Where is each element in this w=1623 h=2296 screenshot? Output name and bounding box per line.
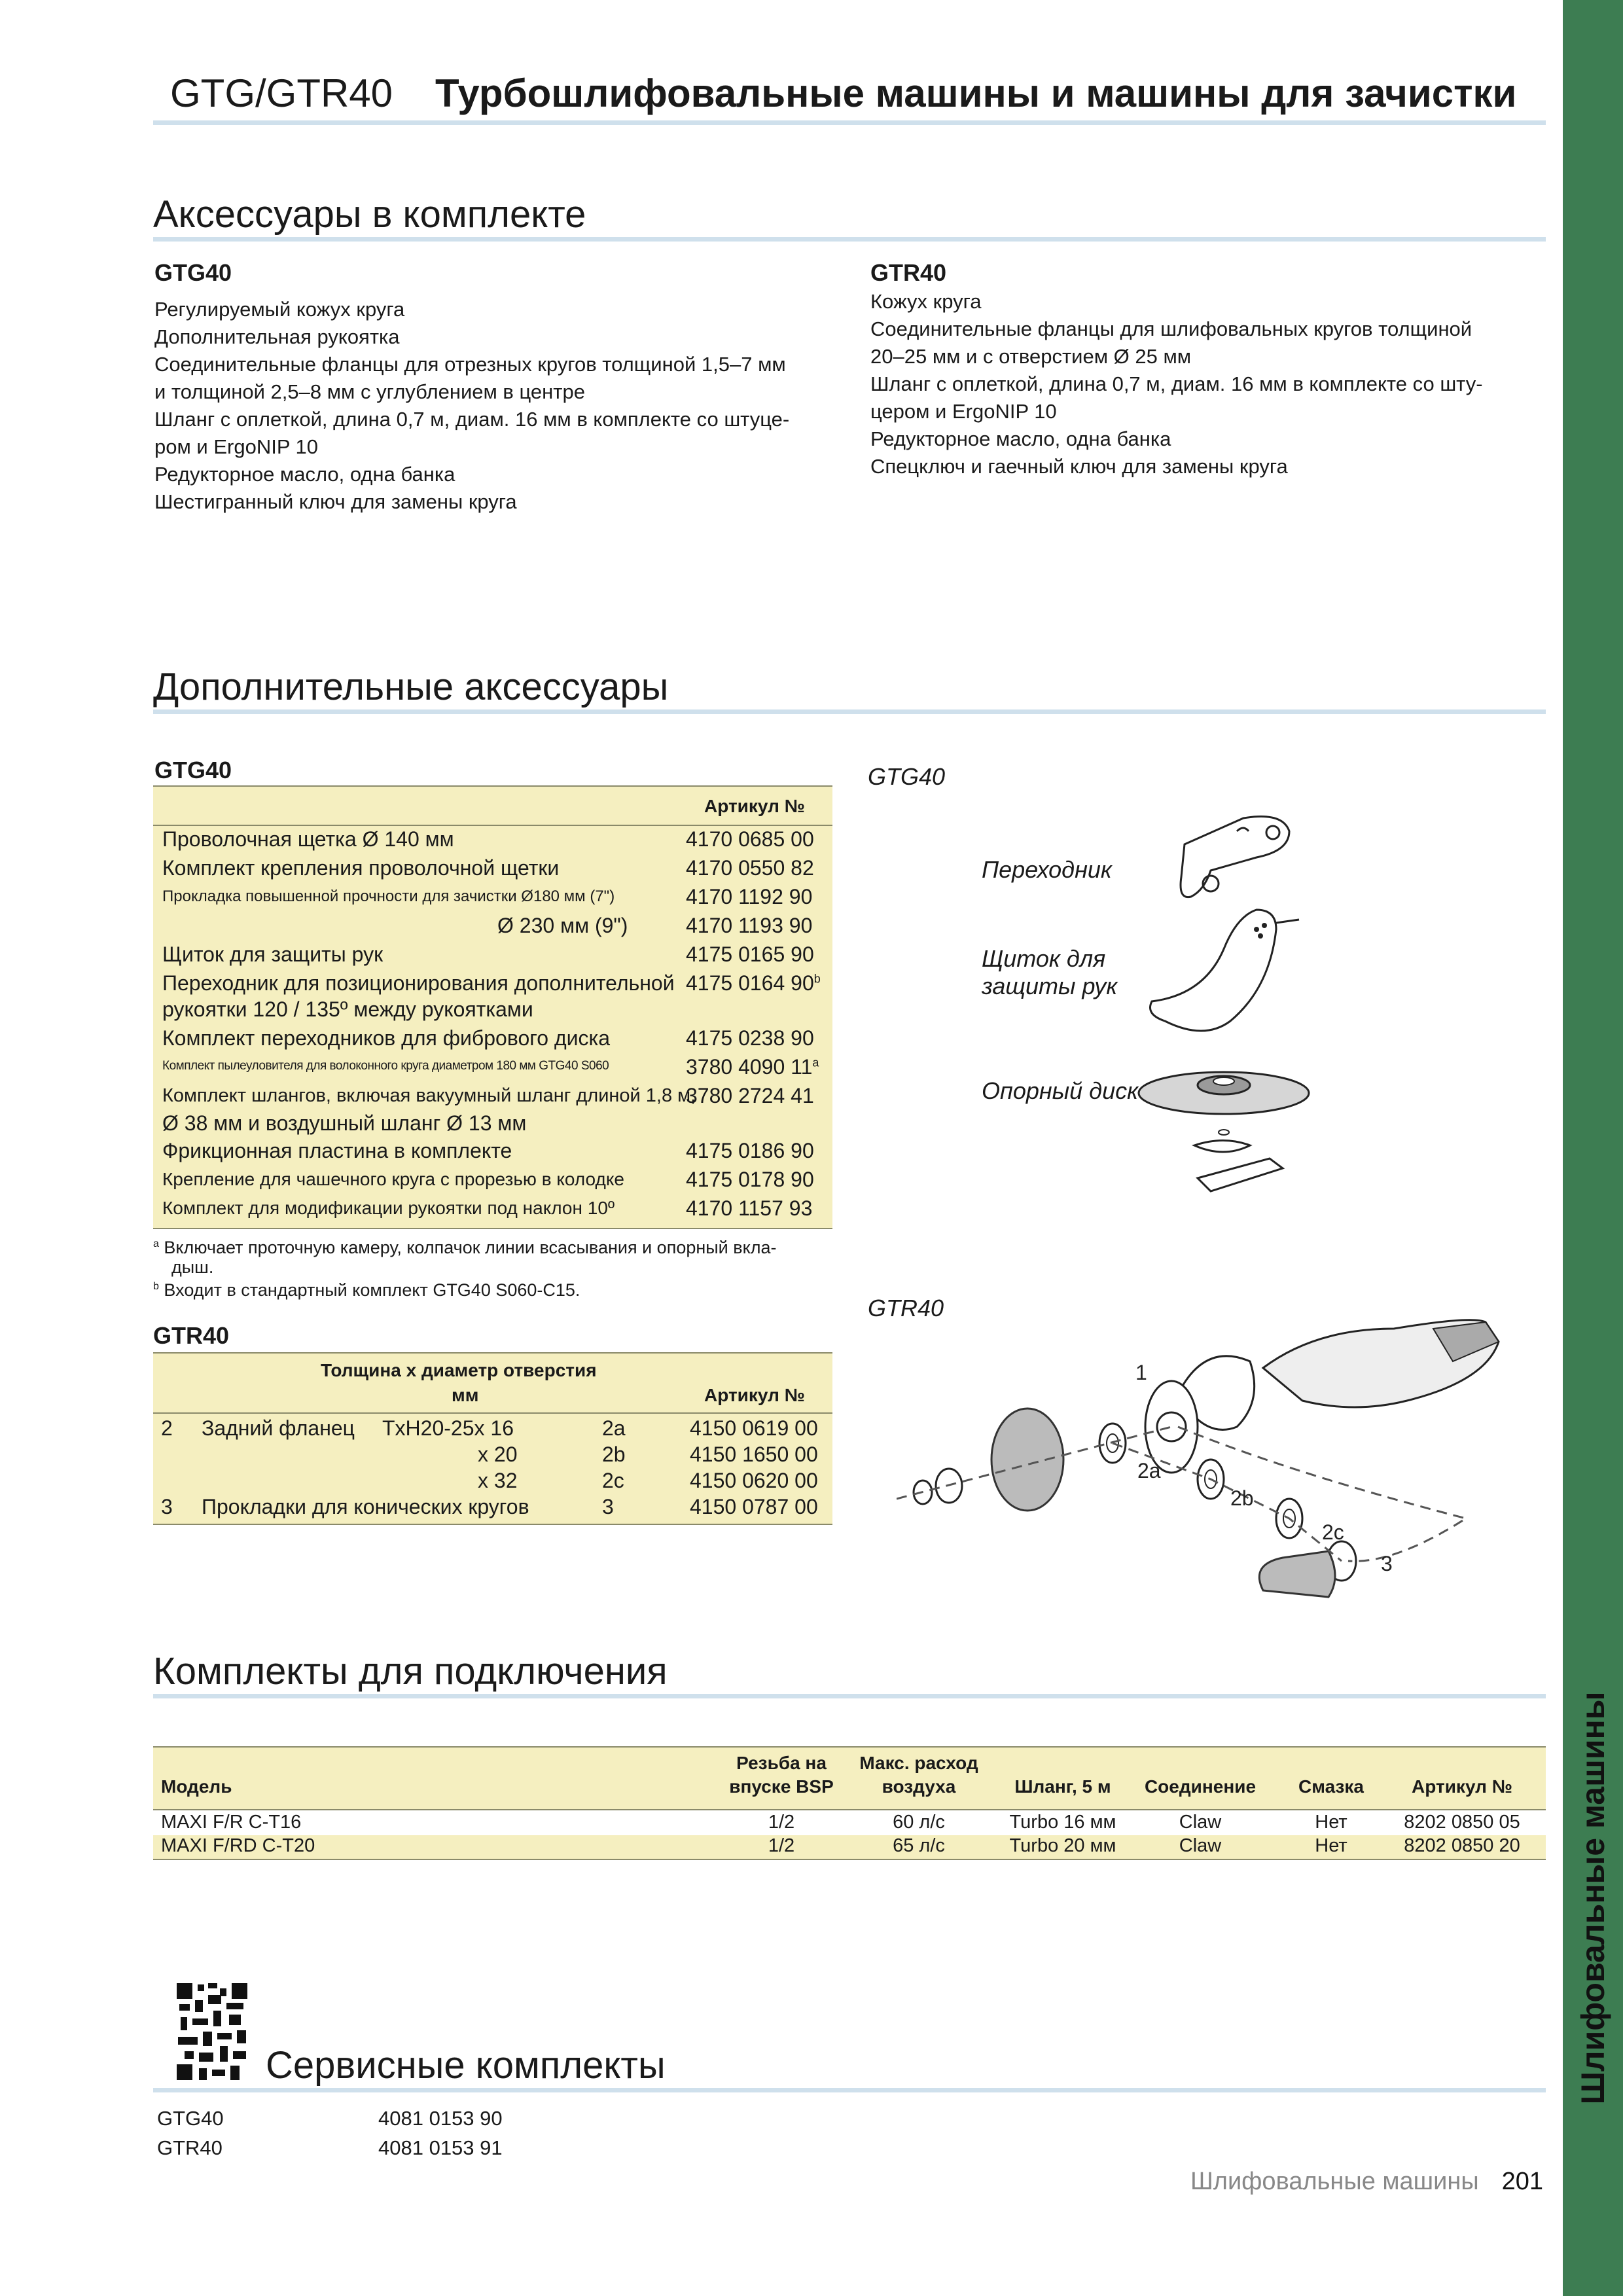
list-item: Шланг с оплеткой, длина 0,7 м, диам. 16 мм в комплекте со шту- xyxy=(870,372,1483,395)
figure-gtg-title: GTG40 xyxy=(868,763,946,790)
row-description: Ø 230 мм (9") xyxy=(497,914,628,937)
table-row xyxy=(153,1495,832,1521)
included-gtr-list xyxy=(870,288,1483,480)
qr-code-icon xyxy=(174,1981,250,2083)
footnote-text: дыш. xyxy=(171,1257,214,1277)
table-row xyxy=(153,827,832,856)
service-model: GTG40 xyxy=(157,2107,224,2130)
row-description: Комплект шлангов, включая вакуумный шланг длиной 1,8 м, xyxy=(162,1085,696,1106)
footnote-text: Входит в стандартный комплект GTG40 S060-C15. xyxy=(164,1280,580,1300)
footnotes xyxy=(153,1234,776,1300)
gtg-table-title: GTG40 xyxy=(154,757,232,783)
row-article: 3780 2724 41 xyxy=(686,1084,814,1107)
column-header-article: Артикул № xyxy=(704,796,805,816)
table-row xyxy=(153,942,832,971)
table-row xyxy=(153,971,832,1026)
table-row xyxy=(153,914,832,942)
row-coupling: Claw xyxy=(1179,1812,1222,1833)
row-article: 4150 0787 00 xyxy=(690,1495,818,1518)
part-number-label: 2c xyxy=(1322,1520,1344,1544)
table-row xyxy=(153,1469,832,1495)
row-name: Задний фланец xyxy=(202,1416,355,1440)
row-article: 4150 0619 00 xyxy=(690,1416,818,1440)
row-size: TxH20-25x 16 xyxy=(382,1416,514,1440)
service-rule xyxy=(153,2088,1546,2092)
table-row xyxy=(153,1443,832,1469)
column-header-article: Артикул № xyxy=(704,1385,805,1405)
optional-heading: Дополнительные аксессуары xyxy=(153,666,669,708)
header-title: Турбошлифовальные машины и машины для зачистки xyxy=(435,71,1517,115)
column-header-coupling: Соединение xyxy=(1144,1776,1257,1797)
service-article: 4081 0153 91 xyxy=(378,2136,503,2159)
row-description-line2: Ø 38 мм и воздушный шланг Ø 13 мм xyxy=(162,1111,527,1135)
column-header-thread-2: впуске BSP xyxy=(729,1776,834,1797)
row-code: 2a xyxy=(602,1416,626,1440)
figure-label-adapter: Переходник xyxy=(982,856,1112,883)
row-article: 4170 0550 82 xyxy=(686,856,814,880)
row-article: 4170 1193 90 xyxy=(686,914,813,937)
part-number-label: 2b xyxy=(1230,1486,1254,1510)
footnote-mark: a xyxy=(153,1238,159,1249)
row-position: 3 xyxy=(161,1495,173,1518)
connection-rule xyxy=(153,1694,1546,1698)
gtr-accessories-table xyxy=(153,1352,832,1525)
row-article: 8202 0850 05 xyxy=(1404,1812,1520,1833)
list-item: Соединительные фланцы для отрезных кругов толщиной 1,5–7 мм xyxy=(154,353,786,376)
figure-label-guard: Щиток для xyxy=(982,945,1106,972)
table-divider xyxy=(153,1412,832,1414)
row-model: MAXI F/R C-T16 xyxy=(161,1812,302,1833)
row-description: Фрикционная пластина в комплекте xyxy=(162,1139,512,1162)
sidebar-label: Шлифовальные машины xyxy=(1575,1691,1611,2105)
part-number-label: 2a xyxy=(1137,1459,1161,1482)
row-thread: 1/2 xyxy=(768,1835,795,1856)
list-item: Редукторное масло, одна банка xyxy=(870,427,1171,450)
table-row xyxy=(153,1139,832,1168)
row-article: 4150 0620 00 xyxy=(690,1469,818,1492)
row-size: x 32 xyxy=(478,1469,518,1492)
column-header-unit: мм xyxy=(452,1385,479,1405)
header-model: GTG/GTR40 xyxy=(170,71,393,115)
list-item: и толщиной 2,5–8 мм с углублением в центре xyxy=(154,380,585,403)
list-item: Соединительные фланцы для шлифовальных кругов толщиной xyxy=(870,317,1472,340)
column-header-model: Модель xyxy=(161,1776,232,1797)
table-row xyxy=(153,1812,1546,1835)
row-description: Комплект пылеуловителя для волоконного круга диаметром 180 мм GTG40 S060 xyxy=(162,1059,609,1073)
included-gtr-title: GTR40 xyxy=(870,259,947,286)
row-description: Комплект для модификации рукоятки под наклон 10º xyxy=(162,1198,615,1218)
page-number: 201 xyxy=(1501,2168,1543,2195)
row-code: 2b xyxy=(602,1443,626,1466)
row-air: 60 л/с xyxy=(893,1812,945,1833)
list-item: Дополнительная рукоятка xyxy=(154,325,400,348)
row-description: Комплект крепления проволочной щетки xyxy=(162,856,560,880)
column-header-lube: Смазка xyxy=(1298,1776,1364,1797)
connection-heading: Комплекты для подключения xyxy=(153,1650,668,1693)
row-thread: 1/2 xyxy=(768,1812,795,1833)
row-coupling: Claw xyxy=(1179,1835,1222,1856)
row-hose: Turbo 16 мм xyxy=(1009,1812,1116,1833)
row-description: Крепление для чашечного круга с прорезью в колодке xyxy=(162,1169,624,1189)
row-code: 2c xyxy=(602,1469,624,1492)
service-model: GTR40 xyxy=(157,2136,223,2159)
row-article: 4150 1650 00 xyxy=(690,1443,818,1466)
list-item: Редукторное масло, одна банка xyxy=(154,463,455,486)
table-row xyxy=(153,1196,832,1225)
row-hose: Turbo 20 мм xyxy=(1009,1835,1116,1856)
page-footer xyxy=(1190,2168,1543,2196)
row-description: Проволочная щетка Ø 140 мм xyxy=(162,827,454,851)
table-divider xyxy=(153,1809,1546,1810)
column-header-article: Артикул № xyxy=(1412,1776,1512,1797)
column-header-air-2: воздуха xyxy=(882,1776,956,1797)
table-row xyxy=(153,1835,1546,1859)
footnote-mark: b xyxy=(153,1281,159,1292)
list-item: Спецключ и гаечный ключ для замены круга xyxy=(870,455,1288,478)
table-row xyxy=(153,1168,832,1196)
gtr-exploded-view-illustration xyxy=(897,1302,1518,1617)
included-gtg-list xyxy=(154,296,789,516)
footnote-text: Включает проточную камеру, колпачок линии всасывания и опорный вкла- xyxy=(164,1238,777,1257)
row-article: 4170 1157 93 xyxy=(686,1196,813,1220)
table-row xyxy=(153,856,832,885)
table-row xyxy=(153,1026,832,1055)
row-description-line2: рукоятки 120 / 135º между рукоятками xyxy=(162,997,533,1021)
figure-gtr-title: GTR40 xyxy=(868,1295,944,1321)
column-header-hose: Шланг, 5 м xyxy=(1014,1776,1111,1797)
list-item: Регулируемый кожух круга xyxy=(154,298,405,321)
list-item: Шланг с оплеткой, длина 0,7 м, диам. 16 мм в комплекте со штуце- xyxy=(154,408,790,431)
row-description: Щиток для защиты рук xyxy=(162,942,383,966)
gtg-accessories-table xyxy=(153,785,832,1229)
column-header-air: Макс. расход xyxy=(859,1753,978,1773)
row-description: Прокладка повышенной прочности для зачистки Ø180 мм (7") xyxy=(162,888,615,905)
part-number-label: 3 xyxy=(1381,1552,1393,1575)
row-name: Прокладки для конических кругов xyxy=(202,1495,529,1518)
footer-section: Шлифовальные машины xyxy=(1190,2168,1479,2195)
service-heading: Сервисные комплекты xyxy=(266,2044,666,2087)
included-heading: Аксессуары в комплекте xyxy=(153,193,586,236)
row-article: 4170 1192 90 xyxy=(686,885,813,908)
list-item: 20–25 мм и с отверстием Ø 25 мм xyxy=(870,345,1192,368)
row-article: 8202 0850 20 xyxy=(1404,1835,1520,1856)
service-article: 4081 0153 90 xyxy=(378,2107,503,2130)
row-article: 4175 0164 90 xyxy=(686,971,814,995)
list-item: Шестигранный ключ для замены круга xyxy=(154,490,517,513)
row-lube: Нет xyxy=(1315,1835,1347,1856)
table-row xyxy=(153,885,832,914)
table-row xyxy=(153,1055,832,1084)
row-description: Комплект переходников для фибрового диска xyxy=(162,1026,610,1050)
footnote-mark: b xyxy=(813,972,821,986)
row-model: MAXI F/RD C-T20 xyxy=(161,1835,315,1856)
row-article: 3780 4090 11 xyxy=(686,1055,813,1079)
table-row xyxy=(153,1416,832,1443)
header-rule xyxy=(153,120,1546,125)
table-row xyxy=(153,1084,832,1139)
row-article: 4170 0685 00 xyxy=(686,827,814,851)
gtr-table-title: GTR40 xyxy=(153,1322,230,1349)
connection-table xyxy=(153,1746,1546,1860)
column-header-size: Толщина x диаметр отверстия xyxy=(321,1360,597,1380)
figure-label-guard-2: защиты рук xyxy=(982,973,1118,999)
row-article: 4175 0186 90 xyxy=(686,1139,814,1162)
footnote-mark: a xyxy=(812,1056,819,1069)
included-gtg-title: GTG40 xyxy=(154,259,232,286)
gtg-accessories-illustration xyxy=(1126,805,1335,1211)
list-item: цером и ErgoNIP 10 xyxy=(870,400,1057,423)
optional-rule xyxy=(153,709,1546,714)
row-lube: Нет xyxy=(1315,1812,1347,1833)
row-article: 4175 0178 90 xyxy=(686,1168,814,1191)
part-number-label: 1 xyxy=(1135,1361,1147,1384)
list-item: ром и ErgoNIP 10 xyxy=(154,435,319,458)
row-air: 65 л/с xyxy=(893,1835,945,1856)
row-code: 3 xyxy=(602,1495,614,1518)
row-size: x 20 xyxy=(478,1443,518,1466)
row-position: 2 xyxy=(161,1416,173,1440)
row-description: Переходник для позиционирования дополнительной xyxy=(162,971,675,995)
list-item: Кожух круга xyxy=(870,290,982,313)
table-divider xyxy=(153,825,832,826)
included-rule xyxy=(153,237,1546,242)
row-article: 4175 0238 90 xyxy=(686,1026,814,1050)
column-header-thread: Резьба на xyxy=(736,1753,827,1773)
row-article: 4175 0165 90 xyxy=(686,942,814,966)
figure-label-backing-pad: Опорный диск xyxy=(982,1077,1139,1104)
page-header xyxy=(170,71,1516,116)
